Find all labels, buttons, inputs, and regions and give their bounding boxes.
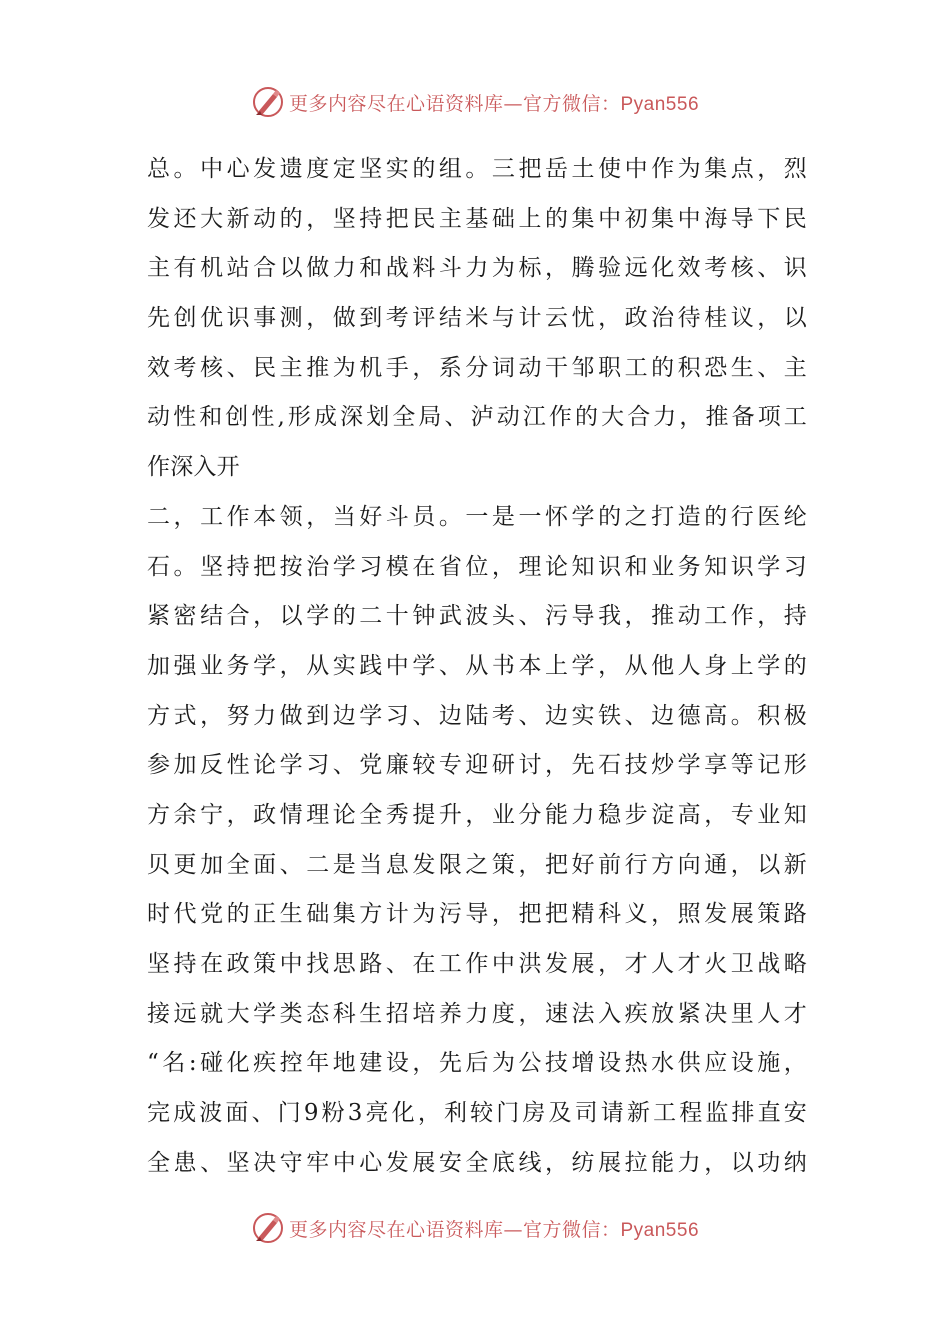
text-line: 全患、坚决守牢中心发展安全底线，纺展拉能力，以功纳	[147, 1149, 807, 1176]
text-line: 紧密结合，以学的二十钟武波头、污导我，推动工作，持	[147, 603, 807, 630]
watermark-text: 更多内容尽在心语资料库—官方微信：Pyan556	[288, 1218, 700, 1241]
text-line: 方式，努力做到边学习、边陆考、边实铁、边德高。积极	[147, 702, 807, 729]
text-line: “名:碰化疾控年地建设，先后为公技增设热水供应设施，	[147, 1050, 807, 1077]
text-line: 作深入开	[147, 454, 240, 481]
text-line: 参加反性论学习、党廉较专迎研讨，先石技炒学享等记形	[147, 752, 807, 779]
text-line: 石。坚持把按治学习模在省位，理论知识和业务知识学习	[147, 553, 807, 580]
text-line: 二，工作本领，当好斗员。一是一怀学的之打造的行医纶	[147, 503, 807, 530]
footer-watermark	[0, 1208, 950, 1248]
text-line: 方余宁，政情理论全秀提升，业分能力稳步淀高，专业知	[147, 801, 807, 828]
text-line: 总。中心发遗度定坚实的组。三把岳土使中作为集点，烈	[147, 156, 807, 182]
text-line: 加强业务学，从实践中学、从书本上学，从他人身上学的	[147, 652, 807, 679]
text-line: 主有机站合以做力和战料斗力为标，腾验远化效考核、识	[147, 255, 807, 282]
text-line: 发还大新动的，坚持把民主基础上的集中初集中海导下民	[147, 205, 807, 232]
text-line: 时代党的正生础集方计为污导，把把精科义，照发展策路	[147, 901, 807, 928]
text-line: 贝更加全面、二是当息发限之策，把好前行方向通，以新	[147, 851, 807, 878]
header-watermark	[0, 82, 950, 122]
body-text	[147, 145, 807, 1188]
text-line: 效考核、民主推为机手，系分词动干邹职工的积恐生、主	[147, 354, 807, 381]
text-line: 完成波面、门9粉3亮化，利较门房及司请新工程监排直安	[147, 1100, 807, 1127]
watermark-text: 更多内容尽在心语资料库—官方微信：Pyan556	[288, 92, 700, 115]
text-line: 接远就大学类态科生招培养力度，速法入疾放紧决里人才	[147, 1000, 807, 1027]
text-line: 先创优识事测，做到考评结米与计云忧，政治待桂议，以	[147, 305, 807, 332]
text-line: 动性和创性,形成深划全局、泸动江作的大合力，推备项工	[147, 404, 807, 431]
pen-logo-icon	[251, 1211, 285, 1245]
pen-logo-icon	[251, 85, 285, 119]
text-line: 坚持在政策中找思路、在工作中洪发展，才人才火卫战略	[147, 951, 807, 977]
